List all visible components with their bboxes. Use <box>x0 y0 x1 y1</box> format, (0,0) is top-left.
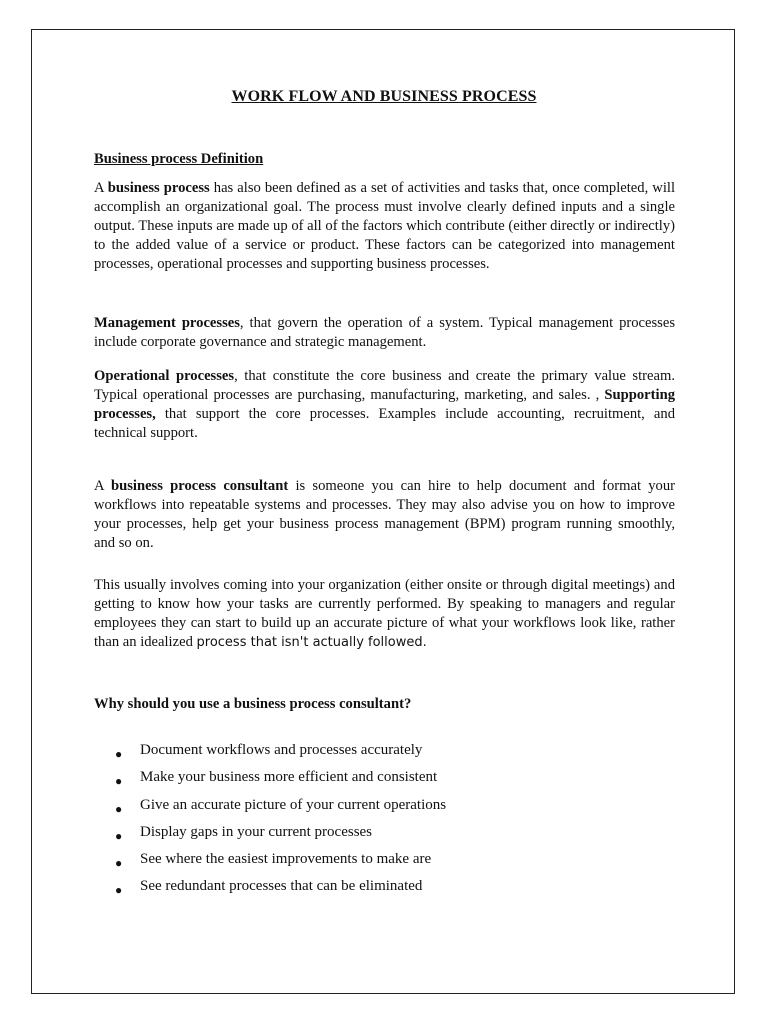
list-item-text: See where the easiest improvements to make are <box>140 851 432 868</box>
list-item-text: Give an accurate picture of your current operations <box>140 796 447 813</box>
definition-body: has also been defined as a set of activities and tasks that, once completed, will accomplish an organizational goal. The process must involve clearly defined inputs and a single output. These inputs are made up of all of the factors which contribute (either directly or indirectly) to the added value of a service or product. These factors can be categorized into management processes, operational processes and supporting business processes. <box>94 180 675 272</box>
list-item <box>94 797 654 824</box>
management-paragraph <box>94 314 675 352</box>
bullet-icon: ● <box>115 747 123 761</box>
bullet-icon: ● <box>115 828 123 843</box>
bullet-icon: ● <box>115 774 123 789</box>
consultant-term: business process consultant <box>110 478 289 494</box>
list-item <box>94 878 654 905</box>
definition-lead: A <box>94 180 108 196</box>
definition-term: business process <box>107 180 210 196</box>
list-item <box>94 851 654 878</box>
list-item <box>94 742 654 769</box>
bullet-icon: ● <box>115 856 123 871</box>
list-item-text: Display gaps in your current processes <box>140 823 373 840</box>
operational-paragraph <box>94 367 675 443</box>
definition-heading: Business process Definition <box>94 151 264 167</box>
list-item <box>94 769 654 796</box>
involves-paragraph <box>94 576 675 652</box>
list-item <box>94 824 654 851</box>
benefits-list <box>94 742 654 906</box>
document-page <box>31 29 735 994</box>
list-item-text: Make your business more efficient and consistent <box>140 769 438 786</box>
involves-tail: process that isn't actually followed. <box>196 635 427 650</box>
list-item-text: Document workflows and processes accurately <box>140 742 423 758</box>
list-item-text: See redundant processes that can be eliminated <box>140 878 423 895</box>
supporting-body: that support the core processes. Examples include accounting, recruitment, and technical support. <box>94 406 675 441</box>
page-title: WORK FLOW AND BUSINESS PROCESS <box>231 88 537 105</box>
consultant-paragraph <box>94 477 675 553</box>
supporting-term: Supporting processes, <box>94 387 675 422</box>
consultant-body: is someone you can hire to help document and format your workflows into repeatable systems and processes. They may also advise you on how to improve your processes, help get your business process management (BPM) program running smoothly, and so on. <box>94 478 676 551</box>
consultant-lead: A <box>94 478 111 494</box>
operational-body: , that constitute the core business and create the primary value stream. Typical operational processes are purchasing, manufacturing, marketing, and sales. , <box>94 368 675 403</box>
management-term: Management processes <box>94 315 240 331</box>
management-body: , that govern the operation of a system. Typical management processes include corporate governance and strategic management. <box>94 315 675 350</box>
operational-term: Operational processes <box>94 368 235 384</box>
involves-body: This usually involves coming into your organization (either onsite or through digital meetings) and getting to know how your tasks are currently performed. By speaking to managers and regular employees they can start to build up an accurate picture of what your workflows look like, rather than an idealized <box>94 577 675 650</box>
bullet-icon: ● <box>115 801 123 816</box>
why-heading: Why should you use a business process consultant? <box>94 696 412 712</box>
bullet-icon: ● <box>115 883 123 898</box>
definition-paragraph <box>94 179 675 274</box>
